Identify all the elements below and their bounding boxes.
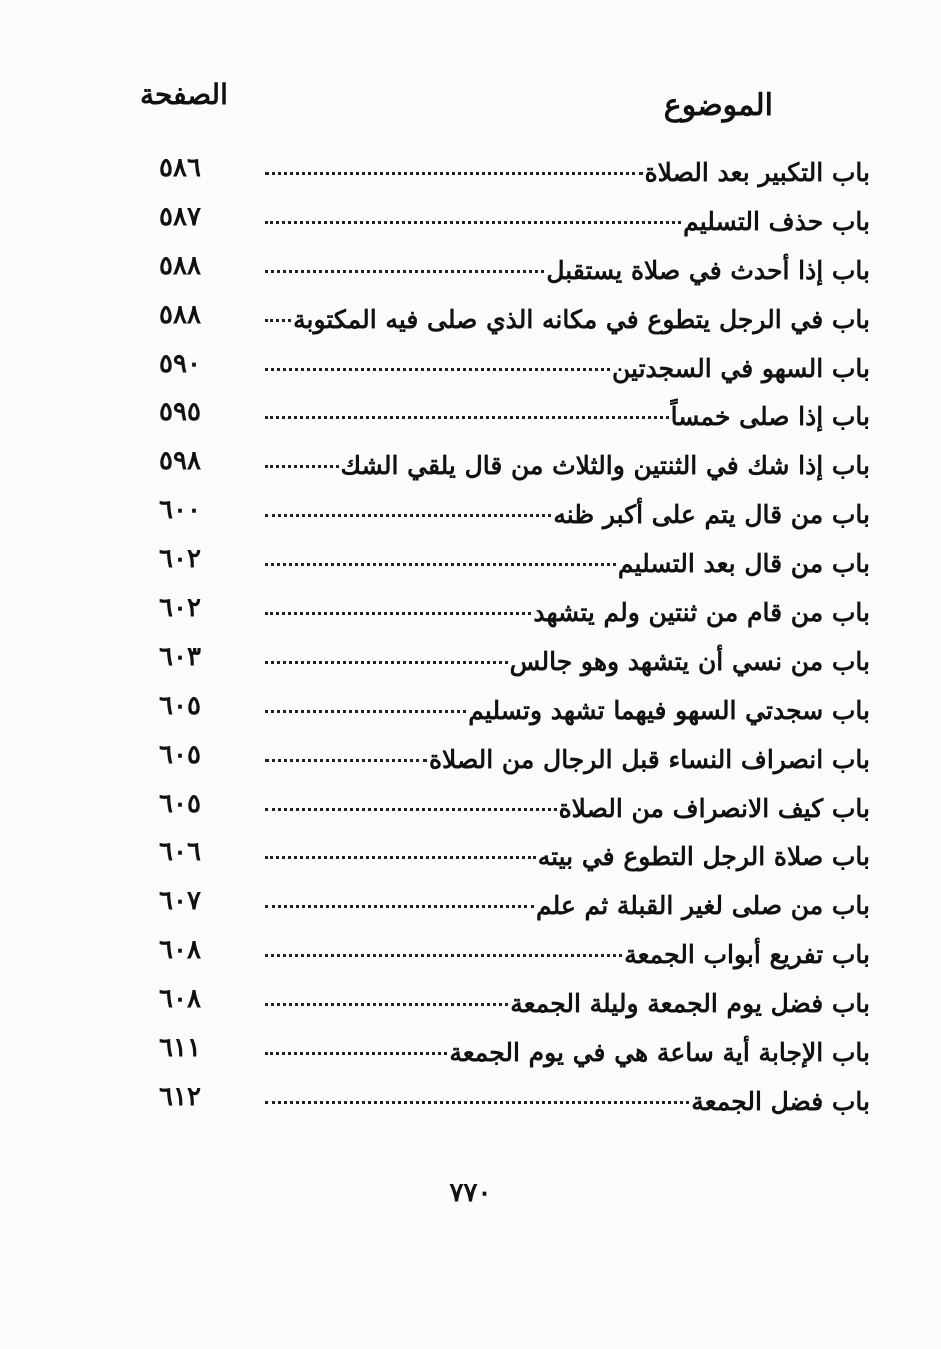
dot-leader (265, 1101, 689, 1104)
toc-entry (265, 545, 870, 583)
toc-title: باب من قال بعد التسليم (617, 549, 870, 579)
dot-leader (265, 808, 557, 811)
toc-row (140, 588, 870, 637)
toc-page-number: ٦٠٦ (159, 837, 201, 868)
table-of-contents (140, 148, 870, 1126)
dot-leader (265, 954, 622, 957)
toc-row (140, 539, 870, 588)
toc-row (140, 246, 870, 295)
toc-title: باب الإجابة أية ساعة هي في يوم الجمعة (449, 1038, 870, 1068)
toc-entry (265, 594, 870, 632)
toc-title: باب فضل الجمعة (691, 1086, 870, 1116)
dot-leader (265, 856, 536, 859)
toc-title: باب فضل يوم الجمعة وليلة الجمعة (510, 989, 870, 1019)
toc-title: باب التكبير بعد الصلاة (644, 158, 870, 187)
toc-title: باب في الرجل يتطوع في مكانه الذي صلى فيه المكتوبة (293, 304, 870, 334)
toc-page-number: ٦٠٥ (159, 788, 201, 819)
toc-entry (265, 398, 870, 436)
page-number: ٧٧٠ (449, 1178, 492, 1208)
toc-page-number: ٥٩٨ (159, 446, 201, 477)
toc-title: باب من قام من ثنتين ولم يتشهد (533, 598, 870, 628)
toc-entry (265, 790, 870, 828)
toc-title: باب سجدتي السهو فيهما تشهد وتسليم (468, 695, 870, 725)
dot-leader (265, 416, 669, 419)
toc-page-number: ٦١٢ (159, 1081, 201, 1112)
dot-leader (265, 905, 534, 908)
toc-entry (265, 741, 870, 779)
toc-row (140, 392, 870, 441)
toc-page-number: ٦٠٢ (159, 593, 201, 624)
toc-title: باب السهو في السجدتين (612, 353, 870, 383)
toc-title: باب من قال يتم على أكبر ظنه (553, 500, 870, 530)
toc-page-number: ٦٠٥ (159, 739, 201, 770)
toc-entry (265, 936, 870, 974)
toc-title: باب إذا صلى خمساً (670, 402, 870, 432)
toc-row (140, 735, 870, 784)
toc-page-number: ٦٠٧ (159, 886, 201, 917)
dot-leader (265, 319, 291, 322)
toc-row (140, 686, 870, 735)
dot-leader (265, 172, 643, 175)
dot-leader (265, 221, 681, 224)
page-column-heading: الصفحة (140, 78, 228, 111)
toc-page-number: ٦٠٠ (159, 495, 201, 526)
toc-page-number: ٦٠٨ (159, 984, 201, 1015)
toc-row (140, 344, 870, 393)
toc-row (140, 784, 870, 833)
toc-entry (265, 985, 870, 1023)
toc-title: باب من صلى لغير القبلة ثم علم (536, 891, 870, 921)
toc-entry (265, 1083, 870, 1121)
toc-title: باب صلاة الرجل التطوع في بيته (537, 842, 870, 872)
toc-page-number: ٦٠٣ (159, 641, 201, 672)
toc-entry (265, 350, 870, 388)
toc-title: باب انصراف النساء قبل الرجال من الصلاة (428, 744, 870, 774)
toc-row (140, 148, 870, 197)
dot-leader (265, 1003, 508, 1006)
toc-page-number: ٥٩٠ (159, 348, 201, 379)
toc-page-number: ٥٨٨ (159, 250, 201, 281)
toc-page-number: ٥٨٦ (159, 153, 201, 183)
toc-page-number: ٦٠٨ (159, 935, 201, 966)
toc-row (140, 637, 870, 686)
toc-row (140, 197, 870, 246)
toc-entry (265, 1034, 870, 1072)
toc-row (140, 930, 870, 979)
toc-page-number: ٦١١ (159, 1033, 201, 1064)
toc-entry (265, 643, 870, 681)
toc-row (140, 979, 870, 1028)
dot-leader (265, 368, 610, 371)
toc-entry (265, 887, 870, 925)
toc-entry (265, 838, 870, 876)
toc-page-number: ٦٠٥ (159, 690, 201, 721)
toc-entry (265, 692, 870, 730)
toc-title: باب تفريع أبواب الجمعة (624, 940, 870, 970)
toc-entry (265, 154, 870, 192)
dot-leader (265, 514, 551, 517)
toc-row (140, 832, 870, 881)
toc-entry (265, 496, 870, 534)
dot-leader (265, 270, 544, 273)
toc-entry (265, 203, 870, 241)
toc-title: باب إذا شك في الثنتين والثلاث من قال يلقي الشك (340, 451, 870, 481)
dot-leader (265, 465, 339, 468)
toc-title: باب من نسي أن يتشهد وهو جالس (509, 646, 870, 676)
toc-row (140, 441, 870, 490)
toc-page-number: ٥٨٧ (159, 201, 201, 232)
toc-entry (265, 252, 870, 290)
dot-leader (265, 1052, 447, 1055)
toc-row (140, 881, 870, 930)
toc-entry (265, 447, 870, 485)
toc-page-number: ٥٩٥ (159, 397, 201, 428)
toc-page-number: ٥٨٨ (159, 299, 201, 330)
dot-leader (265, 563, 616, 566)
toc-page-number: ٦٠٢ (159, 544, 201, 575)
dot-leader (265, 612, 531, 615)
dot-leader (265, 710, 466, 713)
toc-title: باب إذا أحدث في صلاة يستقبل (546, 255, 870, 285)
toc-entry (265, 301, 870, 339)
dot-leader (265, 661, 508, 664)
toc-title: باب كيف الانصراف من الصلاة (558, 793, 870, 823)
toc-row (140, 1028, 870, 1077)
toc-row (140, 490, 870, 539)
toc-row (140, 295, 870, 344)
topic-column-heading: الموضوع (663, 88, 773, 123)
toc-title: باب حذف التسليم (683, 206, 870, 236)
toc-row (140, 1077, 870, 1126)
dot-leader (265, 759, 427, 762)
